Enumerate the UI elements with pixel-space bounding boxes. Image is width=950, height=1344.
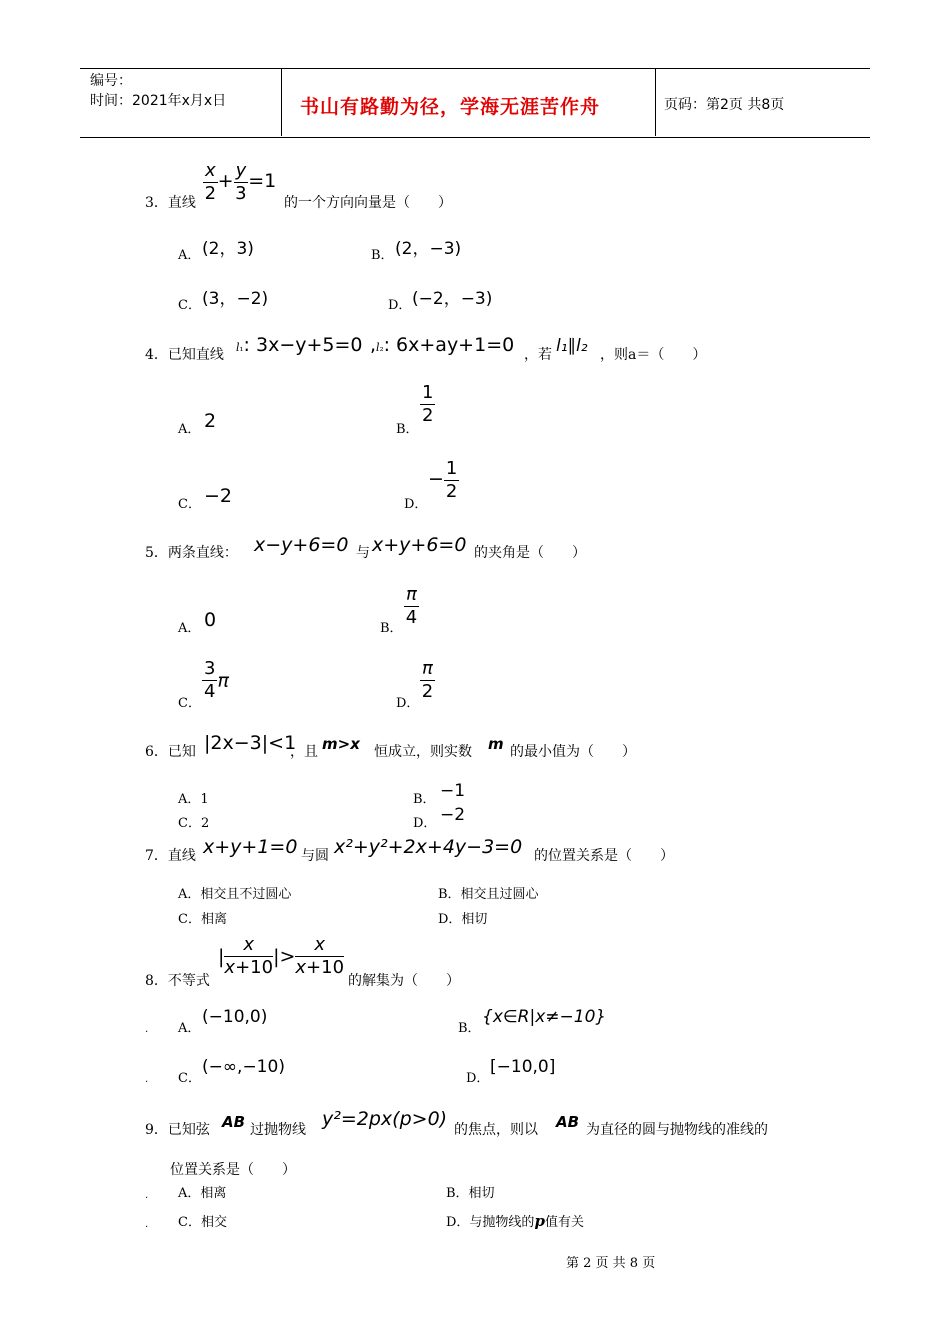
q9-tail: 的焦点，则以 [454, 1122, 538, 1138]
q7-tail: 的位置关系是（ ） [534, 848, 674, 864]
q7-option-c: C．相离 [178, 912, 227, 927]
q6-option-c: C．2 [178, 816, 210, 831]
q4-l1-eq: 3x−y+5=0 [256, 334, 363, 356]
footer-page: 第 2 页 共 8 页 [566, 1256, 656, 1271]
q6-condition: |2x−3|<1 [204, 732, 297, 754]
q6-number: 6．已知 [145, 744, 196, 760]
q8-option-d: D． [466, 1071, 490, 1086]
q5-option-d: D． [396, 696, 420, 711]
q6-option-b: B． [413, 792, 436, 807]
q3-option-c: C． [178, 298, 201, 313]
q7-option-a: A．相交且不过圆心 [178, 887, 292, 902]
q9-chord: AB [222, 1113, 246, 1131]
q5-eq2: x+y+6=0 [372, 534, 467, 556]
q6-option-a: A．1 [178, 792, 209, 807]
q5-mid: 与 [356, 545, 370, 561]
number-label: 编号： [90, 73, 132, 89]
q4-option-c: C． [178, 497, 201, 512]
q8-inequality: | $\frac{x}{x+10}$ |> $\frac{x}{x+10}$ [218, 934, 345, 978]
q4-option-c-value: −2 [204, 485, 233, 507]
q9-option-c: C．相交 [178, 1215, 227, 1230]
q4-l2-eq: 6x+ay+1=0 [396, 334, 515, 356]
q8-option-c-value: (−∞,−10) [202, 1057, 285, 1077]
q3-number: 3．直线 [145, 195, 196, 211]
q8-option-b: B． [458, 1021, 481, 1036]
q5-eq1: x−y+6=0 [254, 534, 349, 556]
q3-option-c-value: (3，−2) [202, 289, 269, 309]
q3-option-a: A． [178, 248, 201, 263]
q3-option-d: D． [388, 298, 412, 313]
q9-option-d-p: p [534, 1212, 545, 1230]
q4-option-d-value: − $\frac{1}{2}$ [428, 458, 458, 502]
q5-tail: 的夹角是（ ） [474, 545, 586, 561]
q6-mid: ，且 [290, 744, 318, 760]
q4-option-a-value: 2 [204, 410, 217, 432]
q3-option-d-value: (−2，−3) [412, 289, 493, 309]
q9-option-d-tail: 值有关 [544, 1215, 584, 1230]
q7-circle-eq: x²+y²+2x+4y−3=0 [334, 836, 523, 858]
q8-option-d-value: [−10,0] [490, 1057, 556, 1077]
q4-option-b: B． [396, 422, 419, 437]
time-label: 时间：2021年x月x日 [90, 93, 227, 109]
margin-dot: . [145, 1190, 149, 1201]
q5-option-d-value: $\frac{\pi}{2}$ [421, 658, 434, 702]
q3-option-a-value: (2，3) [202, 239, 254, 259]
q5-number: 5．两条直线： [145, 545, 238, 561]
q8-tail: 的解集为（ ） [348, 973, 460, 989]
q5-option-c: C． [178, 696, 201, 711]
q5-option-c-value: $\frac{3}{4}$ π [204, 658, 229, 702]
q9-option-d-label: D．与抛物线的 [446, 1215, 535, 1230]
q8-option-c: C． [178, 1071, 201, 1086]
margin-dot: . [145, 1074, 149, 1085]
q3-option-b: B． [371, 248, 394, 263]
q7-option-d: D．相切 [438, 912, 488, 927]
q9-chord-2: AB [556, 1113, 580, 1131]
q4-parallel: l₁∥l₂ [556, 336, 588, 356]
q6-variable: m [488, 735, 504, 753]
q4-tail: ，则a＝（ ） [600, 347, 707, 363]
header-divider [281, 68, 282, 136]
margin-dot: . [145, 1219, 149, 1230]
q6-inequality: m>x [322, 735, 360, 753]
margin-dot: . [145, 1024, 149, 1035]
q7-mid: 与圆 [301, 848, 329, 864]
q9-option-a: A．相离 [178, 1186, 227, 1201]
q9-number: 9．已知弦 [145, 1122, 210, 1138]
q8-option-b-value: {x∈R|x≠−10} [482, 1007, 607, 1027]
q4-option-a: A． [178, 422, 201, 437]
q7-option-b: B．相交且过圆心 [438, 887, 539, 902]
q4-option-d: D． [404, 497, 428, 512]
q6-option-b-value: −1 [440, 781, 466, 801]
q6-option-d-value: −2 [440, 805, 466, 825]
q9-option-b: B．相切 [446, 1186, 495, 1201]
q8-option-a-value: (−10,0) [202, 1007, 268, 1027]
q6-tail2: 的最小值为（ ） [510, 744, 636, 760]
q5-option-b-value: $\frac{\pi}{4}$ [405, 584, 418, 628]
q7-line-eq: x+y+1=0 [203, 836, 298, 858]
q4-line-l1: l₁: 3x−y+5=0 [236, 334, 363, 356]
header-divider [655, 68, 656, 136]
q4-line-l2: ,l₂: 6x+ay+1=0 [370, 334, 515, 356]
q9-tail2: 为直径的圆与抛物线的准线的 [586, 1122, 768, 1138]
q8-number: 8．不等式 [145, 973, 210, 989]
motto: 书山有路勤为径，学海无涯苦作舟 [300, 96, 601, 118]
q6-option-d: D． [413, 816, 437, 831]
q4-option-b-value: $\frac{1}{2}$ [422, 382, 434, 426]
q9-parabola-eq: y²=2px(p>0) [322, 1108, 448, 1130]
q3-tail: 的一个方向向量是（ ） [284, 195, 452, 211]
q5-option-a-value: 0 [204, 609, 217, 631]
q7-number: 7．直线 [145, 848, 196, 864]
q9-option-d [446, 1211, 584, 1230]
q4-number: 4．已知直线 [145, 347, 224, 363]
q5-option-a: A． [178, 621, 201, 636]
q9-line2: 位置关系是（ ） [170, 1162, 296, 1178]
page-label: 页码：第2页 共8页 [664, 97, 785, 113]
q3-option-b-value: (2，−3) [395, 239, 462, 259]
q4-mid: ，若 [524, 347, 552, 363]
q6-tail: 恒成立，则实数 [374, 744, 472, 760]
q8-option-a: A． [178, 1021, 201, 1036]
q5-option-b: B． [380, 621, 403, 636]
q3-equation: $\frac{x}{2}$ + $\frac{y}{3}$ =1 [204, 160, 277, 204]
q9-mid: 过抛物线 [250, 1122, 306, 1138]
